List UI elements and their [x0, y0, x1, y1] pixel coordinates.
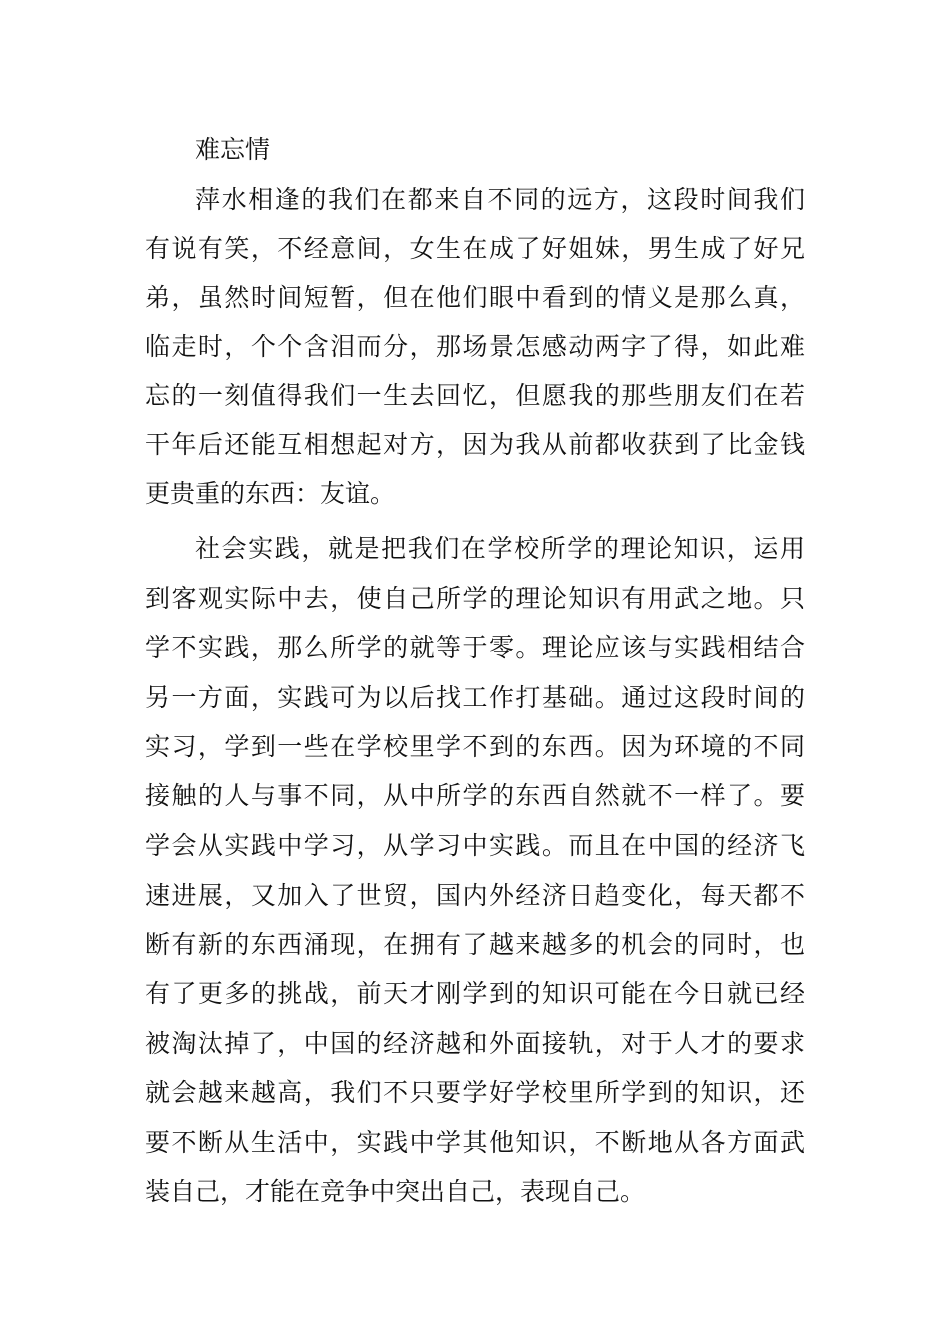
paragraph-2-line-3: [0, 628, 950, 668]
document-title: [0, 130, 950, 170]
paragraph-line-text: 学会从实践中学习，从学习中实践。而且在中国的经济飞: [145, 831, 805, 860]
paragraph-line-text: 弟，虽然时间短暂，但在他们眼中看到的情义是那么真，: [145, 283, 805, 312]
paragraph-line-text: 实习，学到一些在学校里学不到的东西。因为环境的不同: [145, 732, 805, 761]
paragraph-2-line-6: [0, 776, 950, 816]
paragraph-1-line-3: [0, 278, 950, 318]
paragraph-line-text: 就会越来越高，我们不只要学好学校里所学到的知识，还: [145, 1078, 805, 1107]
paragraph-line-text: 有了更多的挑战，前天才刚学到的知识可能在今日就已经: [145, 979, 805, 1008]
paragraph-line-text: 被淘汰掉了，中国的经济越和外面接轨，对于人才的要求: [145, 1029, 805, 1058]
paragraph-line-text: 临走时，个个含泪而分，那场景怎感动两字了得，如此难: [145, 332, 805, 361]
paragraph-line-text: 有说有笑，不经意间，女生在成了好姐妹，男生成了好兄: [145, 234, 805, 263]
paragraph-line-text: 萍水相逢的我们在都来自不同的远方，这段时间我们: [195, 185, 805, 214]
paragraph-line-text: 到客观实际中去，使自己所学的理论知识有用武之地。只: [145, 584, 805, 613]
paragraph-line-text: 另一方面，实践可为以后找工作打基础。通过这段时间的: [145, 683, 805, 712]
paragraph-2-line-9: [0, 925, 950, 965]
paragraph-2-line-1: [0, 529, 950, 569]
paragraph-1-line-6: [0, 425, 950, 465]
paragraph-line-text: 更贵重的东西：友谊。: [145, 479, 396, 508]
paragraph-line-text: 学不实践，那么所学的就等于零。理论应该与实践相结合: [145, 633, 805, 662]
paragraph-2-line-4: [0, 678, 950, 718]
paragraph-2-line-14: [0, 1172, 950, 1212]
paragraph-line-text: 速进展，又加入了世贸，国内外经济日趋变化，每天都不: [145, 881, 805, 910]
paragraph-line-text: 要不断从生活中，实践中学其他知识，不断地从各方面武: [145, 1128, 805, 1157]
paragraph-2-line-10: [0, 974, 950, 1014]
paragraph-line-text: 装自己，才能在竞争中突出自己，表现自己。: [145, 1177, 646, 1206]
paragraph-1-line-7: [0, 474, 950, 514]
paragraph-line-text: 干年后还能互相想起对方，因为我从前都收获到了比金钱: [145, 430, 805, 459]
paragraph-line-text: 接触的人与事不同，从中所学的东西自然就不一样了。要: [145, 781, 805, 810]
paragraph-1-line-5: [0, 376, 950, 416]
paragraph-2-line-8: [0, 876, 950, 916]
document-title-text: 难忘情: [195, 135, 271, 164]
paragraph-1-line-2: [0, 229, 950, 269]
paragraph-2-line-12: [0, 1073, 950, 1113]
paragraph-1-line-4: [0, 327, 950, 367]
paragraph-2-line-5: [0, 727, 950, 767]
paragraph-line-text: 断有新的东西涌现，在拥有了越来越多的机会的同时，也: [145, 930, 805, 959]
paragraph-2-line-7: [0, 826, 950, 866]
paragraph-2-line-11: [0, 1024, 950, 1064]
paragraph-line-text: 忘的一刻值得我们一生去回忆，但愿我的那些朋友们在若: [145, 381, 805, 410]
paragraph-1-line-1: [0, 180, 950, 220]
paragraph-2-line-2: [0, 579, 950, 619]
paragraph-2-line-13: [0, 1123, 950, 1163]
paragraph-line-text: 社会实践，就是把我们在学校所学的理论知识，运用: [195, 534, 805, 563]
